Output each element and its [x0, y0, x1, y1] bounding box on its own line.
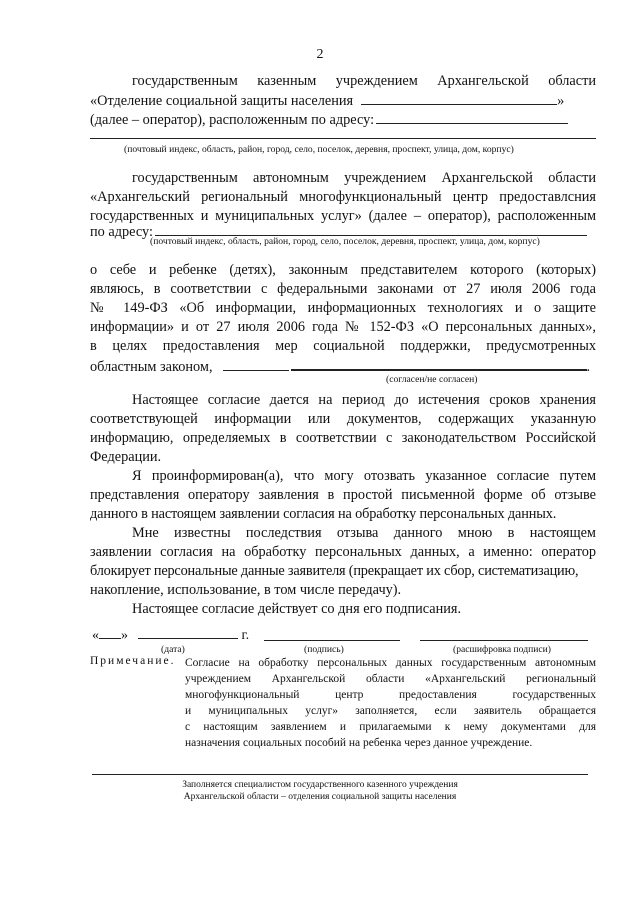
department-name-field[interactable]	[361, 92, 557, 105]
decode-caption: (расшифровка подписи)	[453, 644, 551, 655]
block3-line4: информации» и от 27 июля 2006 года № 152-ФЗ «О персональных данных»,	[90, 319, 596, 335]
decode-line[interactable]	[420, 640, 588, 641]
note-line6: назначения социальных пособий на ребенка через данное учреждение.	[185, 737, 533, 749]
note-line1: Согласие на обработку персональных данных государственным автономным	[185, 657, 596, 669]
footer-line2: Архангельской области – отделения социальной защиты населения	[183, 792, 457, 802]
note-line5: с настоящим заявлением и прилагаемыми к нему документами для	[185, 721, 596, 733]
para1-line4: Федерации.	[90, 449, 162, 465]
block1-line1: государственным казенным учреждением Архангельской области	[132, 73, 596, 89]
note-line2: учреждением Архангельской области «Архангельский региональный	[185, 673, 596, 685]
para3-line1: Мне известны последствия отзыва данного мною в настоящем	[132, 525, 596, 541]
block3-line6-text: областным законом,	[90, 359, 213, 375]
date-field-group	[92, 626, 249, 644]
para1-line2: соответствующей информации или документов, содержащих указанную	[90, 411, 596, 427]
note-line4: и муниципальных услуг» заполняется, если заявитель обращается	[185, 705, 596, 717]
month-year-field[interactable]	[138, 626, 238, 639]
block1-caption: (почтовый индекс, область, район, город, село, поселок, деревня, проспект, улица, дом, корпус)	[124, 144, 514, 155]
consent-field[interactable]	[291, 357, 587, 371]
operator-address-field-2[interactable]	[155, 223, 587, 236]
page-number: 2	[316, 47, 324, 62]
para3-line3: блокирует персональные данные заявителя (прекращает их сбор, систематизацию,	[90, 563, 579, 579]
signature-line[interactable]	[264, 640, 400, 641]
footer-divider	[92, 774, 588, 775]
para2-line1: Я проинформирован(а), что могу отозвать указанное согласие путем	[132, 468, 596, 484]
note-line3: многофункциональный центр предоставления государственных	[185, 689, 596, 701]
sign-caption: (подпись)	[304, 644, 344, 655]
block1-line2	[90, 92, 596, 110]
consent-caption: (согласен/не согласен)	[386, 374, 478, 385]
para1-line1: Настоящее согласие дается на период до истечения сроков хранения	[132, 392, 596, 408]
block1-line3-text: (далее – оператор), расположенным по адресу:	[90, 112, 375, 128]
para2-line3: данного в настоящем заявлении согласия на обработку персональных данных.	[90, 506, 557, 522]
block3-line6-end: .	[586, 359, 591, 375]
block2-line2: «Архангельский региональный многофункциональный центр предоставлсния	[90, 189, 596, 205]
block2-line3: государственных и муниципальных услуг» (далее – оператор), расположенным	[90, 208, 596, 224]
block1-line2-text: «Отделение социальной защиты населения	[90, 93, 354, 109]
para3-line2: заявлении согласия на обработку персональных данных, а именно: оператор	[90, 544, 596, 560]
quote-close: »	[121, 628, 128, 643]
day-field[interactable]	[99, 626, 121, 639]
block3-line3: № 149-ФЗ «Об информации, информационных технологиях и о защите	[90, 300, 596, 316]
year-suffix: г.	[241, 628, 250, 643]
block3-line5: в целях предоставления мер социальной поддержки, предусмотренных	[90, 338, 596, 354]
block2-line1: государственным автономным учреждением Архангельской области	[132, 170, 596, 186]
footer-line1: Заполняется специалистом государственного казенного учреждения	[182, 780, 458, 790]
block1-line3	[90, 111, 596, 129]
quote-open: «	[92, 628, 99, 643]
block2-line4-text: по адресу:	[90, 224, 153, 240]
block2-caption: (почтовый индекс, область, район, город, село, поселок, деревня, проспект, улица, дом, корпус)	[150, 236, 540, 247]
block3-line1: о себе и ребенке (детях), законным представителем которого (которых)	[90, 262, 596, 278]
operator-address-field-1[interactable]	[376, 111, 568, 124]
block3-line6	[90, 357, 596, 376]
para4: Настоящее согласие действует со дня его подписания.	[132, 601, 462, 617]
para1-line3: информацию, определяемых в соответствии с законодательством Российской	[90, 430, 596, 446]
block3-line2: являюсь, в соответствии с федеральными законами от 27 июля 2006 года	[90, 281, 596, 297]
para2-line2: представления оператору заявления в простой письменной форме об отзыве	[90, 487, 596, 503]
address-line-1[interactable]	[90, 138, 596, 139]
consent-field-short[interactable]	[223, 358, 289, 371]
note-label: Примечание.	[90, 655, 176, 667]
para3-line4: накопление, использование, в том числе передачу).	[90, 582, 402, 598]
block1-line2-end: »	[557, 93, 565, 109]
date-caption: (дата)	[161, 644, 185, 655]
